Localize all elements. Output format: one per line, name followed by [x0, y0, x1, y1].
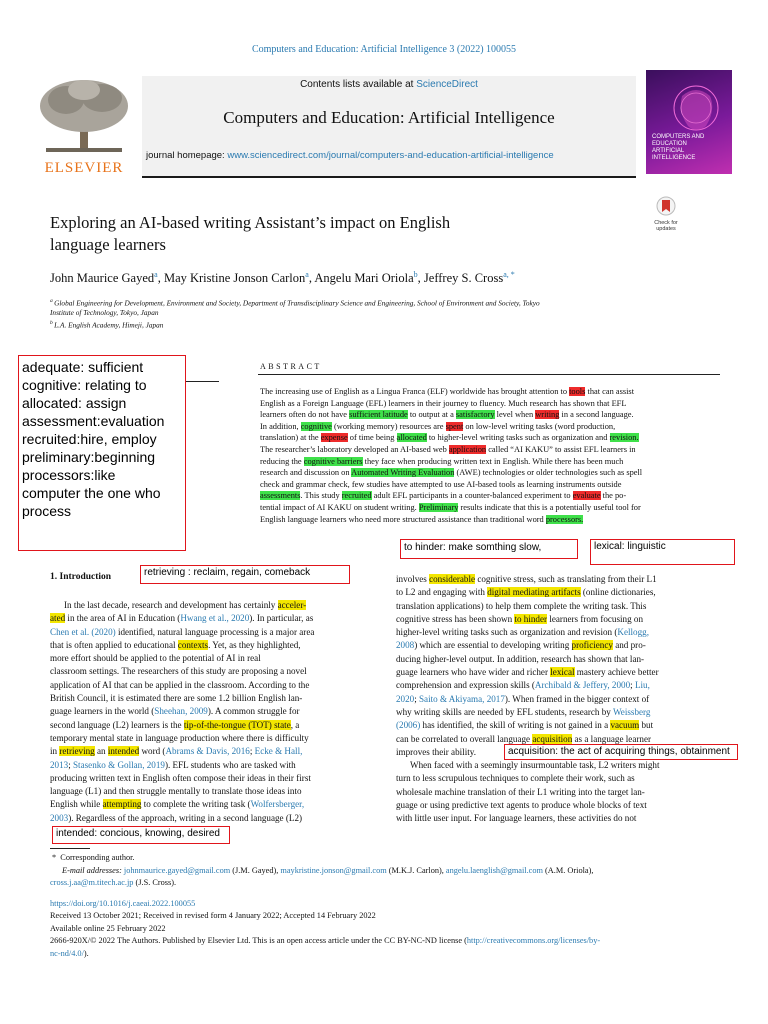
intended-note: intended: concious, knowing, desired	[52, 826, 230, 844]
cover-line: COMPUTERS AND	[652, 134, 705, 140]
highlighted-word: evaluate	[572, 491, 601, 501]
text-run: (working memory) resources are	[331, 421, 446, 431]
text-run: application of AI that can be applied in the classroom. According to the	[50, 679, 310, 690]
text-run: (online dictionaries,	[580, 587, 656, 598]
journal-cover	[646, 70, 732, 174]
highlighted-word: cognitive	[300, 421, 332, 431]
text-run: second language (L2) learners is the	[50, 719, 184, 730]
text-run: the po-	[600, 491, 627, 501]
text-run: ;	[630, 680, 635, 691]
text-run: English language learners who need more structured assistance than traditional word	[260, 514, 546, 524]
text-run: guage learners who have wider and richer	[396, 667, 551, 678]
asterisk: *	[52, 853, 61, 862]
affiliation-text: Global Engineering for Development, Environment and Society, Department of Transdisciplinary Science and Engineering, School of Environment and Society, Tokyo	[54, 298, 540, 308]
text-run: improves their ability.	[396, 746, 476, 757]
abstract-heading: ABSTRACT	[260, 362, 322, 371]
affiliation-text: Institute of Technology, Tokyo, Japan	[50, 308, 159, 318]
citation-link[interactable]: 2008	[396, 640, 415, 651]
text-run: can be correlated to overall language	[396, 733, 533, 744]
text-run: called “AI KAKU” to assist EFL learners in	[486, 444, 636, 454]
hinder-note: to hinder: make somthing slow,	[400, 539, 578, 559]
contents-available	[142, 79, 636, 90]
author-name[interactable]: Jeffrey S. Cross	[423, 271, 504, 286]
affiliation-text: L.A. English Academy, Himeji, Japan	[54, 320, 164, 330]
elsevier-tree-icon	[36, 76, 132, 154]
text-run: cognitive stress, such as translating from their L1	[475, 574, 657, 584]
text-run: When faced with a seemingly insurmountable task, L2 writers might	[410, 760, 660, 771]
citation-link[interactable]: Stasenko & Gollan, 2019	[73, 759, 165, 770]
vocab-note-line: allocated: assign	[22, 395, 127, 411]
affiliation-line	[50, 308, 690, 318]
journal-title: Computers and Education: Artificial Intelligence	[223, 108, 555, 127]
text-run: (J.M. Gayed),	[230, 865, 281, 875]
text-run: ) which are essential to developing writing	[414, 640, 572, 651]
doi-link[interactable]: https://doi.org/10.1016/j.caeai.2022.100055	[50, 898, 196, 908]
cover-line: INTELLIGENCE	[652, 155, 696, 161]
email-addresses-continued	[50, 877, 730, 890]
text-run: producing written text in English often compose their ideas in their first	[50, 772, 311, 783]
text-run: guage learners in the world (	[50, 706, 155, 717]
license-line	[50, 948, 730, 961]
text-run: guage or using predictive text agents to produce whole blocks of text	[396, 800, 647, 811]
highlighted-word: proficiency	[571, 640, 613, 651]
highlighted-word: allocated	[396, 433, 427, 443]
text-run: on low-level writing tasks (word production,	[463, 421, 616, 431]
vocab-note-line: adequate: sufficient	[22, 359, 144, 375]
text-run: wholesale machine translation of their L1 writing into the target lan-	[396, 786, 645, 797]
author-name[interactable]: Angelu Mari Oriola	[314, 271, 414, 286]
text-run: The researcher’s laboratory developed an AI-based web	[260, 444, 449, 454]
intro-right-column	[396, 573, 718, 826]
citation-link[interactable]: Abrams & Davis, 2016	[165, 746, 250, 757]
citation-link[interactable]: 2020	[396, 693, 415, 704]
highlighted-word: cognitive barriers	[303, 456, 363, 466]
email-label: E-mail addresses:	[62, 865, 124, 875]
highlighted-word: ated	[50, 613, 66, 624]
citation-link[interactable]: cross.j.aa@m.titech.ac.jp	[50, 878, 134, 887]
elsevier-logo	[36, 76, 132, 174]
text-run: ).	[83, 948, 89, 958]
text-line	[260, 467, 642, 479]
text-run: more effort should be applied to the potential of AI in real	[50, 653, 261, 664]
title-line: Exploring an AI-based writing Assistant’s impact on English	[50, 213, 451, 232]
author-name[interactable]: May Kristine Jonson Carlon	[163, 271, 306, 286]
license-line	[50, 935, 730, 948]
text-run: cognitive stress has been shown	[396, 613, 515, 624]
text-line	[396, 653, 718, 666]
highlighted-word: application	[448, 444, 487, 454]
author-affiliation-marker[interactable]: a, *	[503, 270, 515, 279]
abstract-body	[260, 386, 642, 525]
text-run: comprehension and expression skills (	[396, 680, 535, 691]
text-line	[396, 786, 718, 799]
check-for-updates-button[interactable]	[646, 196, 686, 230]
text-line	[396, 626, 718, 639]
intro-left-column	[50, 599, 372, 825]
citation-link[interactable]: nc-nd/4.0/	[50, 948, 84, 958]
text-line	[50, 812, 372, 825]
vocab-note-line: preliminary:beginning	[22, 449, 156, 465]
divider	[186, 381, 219, 382]
author-affiliation-marker[interactable]: a	[154, 270, 158, 279]
title-line: language learners	[50, 235, 166, 254]
text-line	[50, 745, 372, 758]
vocab-note-line: assessment:evaluation	[22, 413, 165, 429]
text-run: learners from focusing on	[547, 613, 644, 624]
text-run: . This study	[300, 491, 342, 501]
lexical-note: lexical: linguistic	[590, 539, 735, 565]
email-addresses	[50, 865, 730, 878]
highlighted-word: expense	[320, 433, 348, 443]
text-line	[50, 612, 372, 625]
text-run: English as a Foreign Language (EFL) learners in their journey to fluency. Much research has shown that EFL	[260, 398, 627, 408]
text-line	[260, 398, 642, 410]
text-run: an	[94, 746, 108, 757]
text-run: ;	[414, 693, 419, 704]
text-run: ducing higher-level output. In addition, research has shown that lan-	[396, 653, 645, 664]
affiliation-line	[50, 296, 690, 308]
author-separator: ,	[157, 271, 164, 286]
text-line	[50, 652, 372, 665]
retrieving-note: retrieving : reclaim, regain, comeback	[140, 565, 350, 584]
text-line	[260, 514, 642, 526]
citation-link[interactable]: Saito & Akiyama, 2017	[419, 693, 505, 704]
text-run: (AWE) technologies or older technologies such as spell	[454, 468, 643, 478]
highlighted-word: recruited	[341, 491, 372, 501]
acquisition-note: acquisition: the act of acquiring things, obtainment	[504, 744, 738, 760]
highlighted-word: intended	[107, 746, 140, 757]
affiliation-marker: a	[50, 298, 55, 304]
text-run: adult EFL participants in a counter-balanced experiment to	[371, 491, 573, 501]
cover-line: ARTIFICIAL	[652, 148, 685, 154]
text-run: word (	[139, 746, 166, 757]
text-run: (J.S. Cross).	[133, 878, 177, 887]
author-affiliation-marker[interactable]: a	[305, 270, 309, 279]
text-run: translation) at the	[260, 433, 321, 443]
text-line	[396, 573, 718, 586]
text-line	[260, 456, 642, 468]
text-run: to L2 and engaging with	[396, 587, 488, 598]
text-run: ). EFL students who are tasked with	[164, 759, 296, 770]
text-line	[50, 639, 372, 652]
text-run: in	[50, 746, 60, 757]
citation-link[interactable]: Sheehan, 2009	[154, 706, 208, 717]
citation-link[interactable]: Weissberg	[612, 706, 651, 717]
citation-link[interactable]: 2013	[50, 759, 69, 770]
text-line	[396, 679, 718, 692]
text-run: mastery achieve better	[574, 667, 659, 678]
affiliation-line	[50, 318, 690, 330]
highlighted-word: lexical	[550, 667, 575, 678]
journal-homepage	[146, 150, 636, 161]
text-line	[50, 759, 372, 772]
text-run: higher-level writing tasks such as organization and revision (	[396, 627, 618, 638]
text-run: in the area of AI in Education (	[65, 613, 181, 624]
citation-link[interactable]: maykristine.jonson@gmail.com	[280, 865, 387, 875]
citation-link[interactable]: Liu,	[634, 680, 650, 691]
text-run: identified, natural language processing is a major area	[115, 626, 315, 637]
vocab-note-line: processors:like	[22, 467, 116, 483]
text-run: level when	[494, 410, 536, 420]
highlighted-word: Automated Writing Evaluation	[351, 468, 455, 478]
text-run: . Yet, as they highlighted,	[208, 639, 301, 650]
highlighted-word: Preliminary	[418, 502, 459, 512]
text-run: The increasing use of English as a Lingua Franca (ELF) worldwide has brought attention to	[260, 387, 570, 396]
text-run: has identified, the skill of writing is not gained in a	[420, 720, 611, 731]
text-run: as a language learner	[572, 733, 652, 744]
citation-link[interactable]: johnmaurice.gayed@gmail.com	[123, 865, 231, 875]
text-run: to output at a	[407, 410, 456, 420]
check-updates-label	[646, 220, 686, 232]
text-run: why writing skills are needed by EFL students, research by	[396, 706, 613, 717]
text-run: classroom settings. The researchers of this study are proposing a novel	[50, 666, 307, 677]
highlighted-word: revision.	[609, 433, 639, 443]
text-line	[396, 693, 718, 706]
text-run: research and discussion on	[260, 468, 352, 478]
text-line	[50, 692, 372, 705]
highlighted-word: vacuum	[610, 720, 640, 731]
text-line	[396, 613, 718, 626]
highlighted-word: to hinder	[514, 613, 548, 624]
text-run: 2666-920X/© 2022 The Authors. Published by Elsevier Ltd. This is an open access article under the CC BY-NC-ND license (	[50, 936, 467, 945]
highlighted-word: processors.	[545, 514, 584, 524]
highlighted-word: writing	[535, 410, 560, 420]
affiliations	[50, 296, 690, 331]
highlighted-word: sufficient latitude	[349, 410, 408, 420]
footnote-divider	[50, 848, 90, 849]
citation-link[interactable]: Chen et al. (2020)	[50, 626, 116, 637]
author-name[interactable]: John Maurice Gayed	[50, 271, 155, 286]
text-line	[396, 759, 718, 772]
citation-link[interactable]: (2006)	[396, 720, 421, 731]
journal-reference[interactable]: Computers and Education: Artificial Intelligence 3 (2022) 100055	[251, 44, 517, 55]
vocab-note-line: recruited:hire, employ	[22, 431, 157, 447]
citation-link[interactable]: Kellogg,	[617, 627, 649, 638]
text-line	[396, 799, 718, 812]
vocab-note-box	[18, 355, 186, 551]
highlighted-word: assessments	[260, 491, 301, 501]
check-updates-line: updates	[656, 226, 676, 232]
text-line	[260, 490, 642, 502]
text-run: translation applications) to help them complete the writing task. This	[396, 600, 647, 611]
text-run: results indicate that this is a potentially useful tool for	[458, 502, 641, 512]
text-line	[260, 421, 642, 433]
citation-link[interactable]: Archibald & Jeffery, 2000	[534, 680, 631, 691]
vocab-note-line: computer the one who	[22, 485, 161, 501]
text-run: that is often applied to educational	[50, 639, 178, 650]
check-updates-line: Check for	[654, 220, 678, 226]
text-line	[260, 479, 642, 491]
text-line	[260, 409, 642, 421]
text-line	[50, 719, 372, 732]
footnotes	[50, 852, 730, 960]
elsevier-wordmark: ELSEVIER	[44, 160, 124, 176]
text-line	[396, 600, 718, 613]
text-run: turn to less scrupulous techniques to complete their work, such as	[396, 773, 635, 784]
text-line	[50, 732, 372, 745]
text-line	[396, 706, 718, 719]
text-run: language (L1) and then struggle mentally to translate those ideas into	[50, 786, 302, 797]
highlighted-word: acceler-	[277, 600, 307, 610]
text-line	[260, 432, 642, 444]
intro-heading: 1. Introduction	[50, 572, 112, 582]
author-separator: ,	[417, 271, 424, 286]
highlighted-word: acquisition	[532, 733, 573, 744]
text-line	[50, 785, 372, 798]
text-line	[396, 772, 718, 785]
text-run: they face when producing written text in English. While there has been much	[362, 456, 624, 466]
vocab-note-line: cognitive: relating to	[22, 377, 147, 393]
received-dates: Received 13 October 2021; Received in revised form 4 January 2022; Accepted 14 February 2022	[50, 911, 376, 920]
text-line	[396, 586, 718, 599]
corresponding-note	[50, 852, 730, 865]
text-run: ;	[249, 746, 255, 757]
contents-prefix: Contents lists available at	[300, 79, 417, 90]
text-run: with little user input. For language learners, these activities do not	[396, 813, 637, 824]
cover-line: EDUCATION	[652, 141, 687, 147]
text-run: , a	[290, 719, 300, 730]
journal-header	[36, 68, 732, 174]
text-run: temporary mental state in language production where there is difficulty	[50, 732, 309, 743]
text-run: involves	[396, 574, 430, 584]
text-line	[50, 599, 372, 612]
text-run: In the last decade, research and development has certainly	[64, 600, 278, 610]
abstract-divider	[258, 374, 720, 375]
citation-link[interactable]: Wolfersberger,	[250, 799, 305, 810]
highlighted-word: contexts	[177, 639, 209, 650]
text-run: check and grammar check, few studies have attempted to use AI-based tools as learning instruments outside	[260, 479, 622, 489]
citation-link[interactable]: Ecke & Hall,	[254, 746, 303, 757]
sciencedirect-link[interactable]: ScienceDirect	[416, 79, 478, 90]
text-run: British Council, it is estimated there are some 1.2 billion English lan-	[50, 693, 303, 704]
text-line	[50, 798, 372, 811]
text-run: and pro-	[612, 640, 646, 651]
text-line	[260, 502, 642, 514]
citation-link[interactable]: 2003	[50, 812, 69, 823]
text-run: (A.M. Oriola),	[542, 865, 594, 875]
available-online: Available online 25 February 2022	[50, 923, 166, 933]
text-line	[260, 444, 642, 456]
text-line	[396, 719, 718, 732]
text-line	[50, 679, 372, 692]
text-run: ). In particular, as	[249, 613, 314, 624]
text-run: of time being	[347, 433, 397, 443]
text-line	[396, 666, 718, 679]
text-run: but	[639, 720, 654, 731]
text-run: ). When framed in the bigger context of	[504, 693, 650, 704]
homepage-label: journal homepage:	[146, 150, 228, 161]
author-list	[50, 270, 515, 286]
text-line	[50, 772, 372, 785]
text-run: tential impact of AI KAKU on student writing.	[260, 502, 419, 512]
homepage-link[interactable]: www.sciencedirect.com/journal/computers-and-education-artificial-intelligence	[227, 150, 554, 161]
highlighted-word: spent	[445, 421, 464, 431]
text-line	[50, 626, 372, 639]
text-run: learners often do not have	[260, 410, 350, 420]
highlighted-word: considerable	[429, 574, 476, 584]
text-line	[50, 705, 372, 718]
article-title	[50, 212, 450, 256]
affiliation-marker: b	[50, 320, 55, 327]
highlighted-word: attempting	[102, 799, 142, 810]
check-updates-icon	[656, 196, 676, 216]
text-run: to higher-level writing tasks such as organization and	[426, 433, 610, 443]
text-run: In addition,	[260, 421, 301, 431]
text-line	[396, 812, 718, 825]
text-run: to complete the writing task (	[141, 799, 251, 810]
text-line	[50, 665, 372, 678]
corresponding-label: Corresponding author.	[60, 853, 135, 862]
text-run: reducing the	[260, 456, 304, 466]
text-run: that can assist	[585, 387, 635, 396]
highlighted-word: tools	[569, 387, 586, 396]
text-run: ). Regardless of the approach, writing in a second language (L2)	[68, 812, 303, 823]
text-run: ;	[68, 759, 73, 770]
text-run: English while	[50, 799, 103, 810]
citation-link[interactable]: Hwang et al., 2020	[180, 613, 250, 624]
text-line	[260, 386, 642, 398]
cover-text	[652, 134, 704, 162]
citation-link[interactable]: http://creativecommons.org/licenses/by-	[466, 936, 601, 945]
header-center	[142, 76, 636, 178]
text-run: (M.K.J. Carlon),	[386, 865, 446, 875]
vocab-note-line: process	[22, 503, 72, 519]
highlighted-word: tip-of-the-tongue (TOT) state	[183, 719, 291, 730]
text-run: ). A common struggle for	[207, 706, 300, 717]
highlighted-word: digital mediating artifacts	[487, 587, 581, 598]
author-separator: ,	[308, 271, 315, 286]
highlighted-word: retrieving	[59, 746, 95, 757]
citation-link[interactable]: angelu.laenglish@gmail.com	[445, 865, 543, 875]
highlighted-word: satisfactory	[455, 410, 495, 420]
text-line	[396, 639, 718, 652]
author-affiliation-marker[interactable]: b	[413, 270, 418, 279]
text-run: in a second language.	[559, 410, 634, 420]
